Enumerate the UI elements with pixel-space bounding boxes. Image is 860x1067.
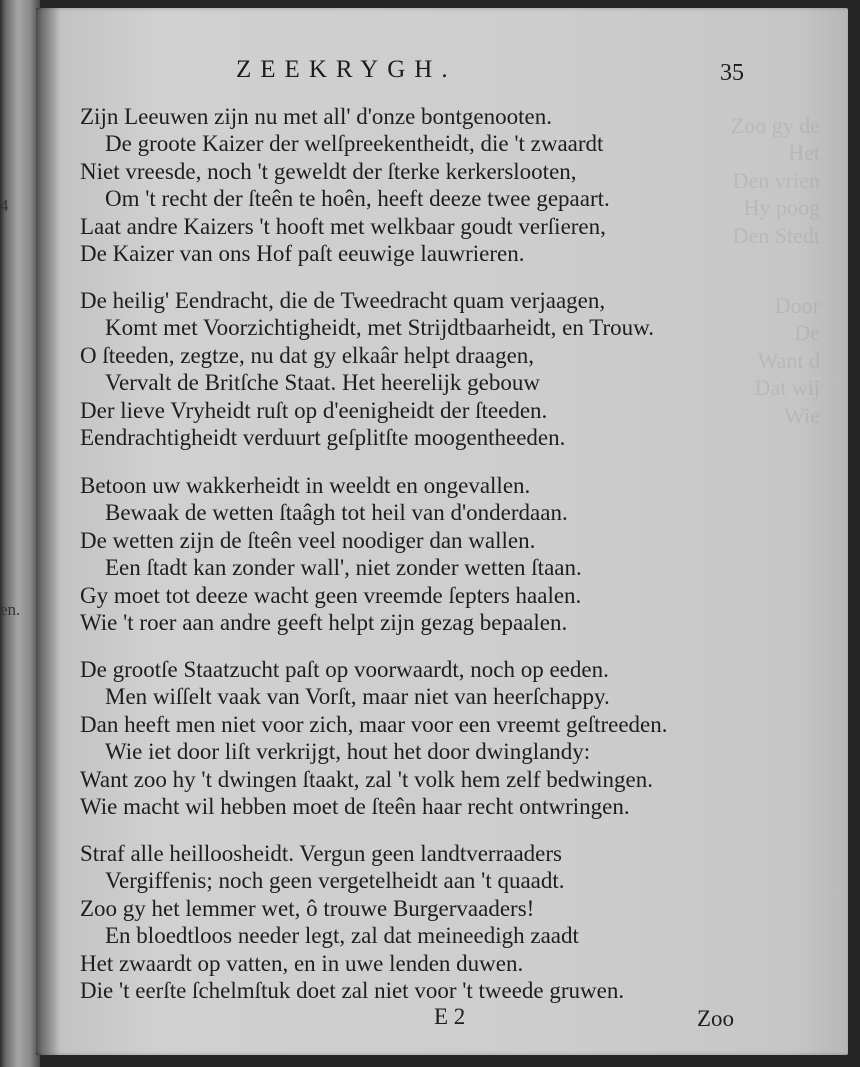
verse-line: De grootſe Staatzucht paſt op voorwaardt, noch op eeden. (80, 657, 609, 682)
verse-line: Vergiffenis; noch geen vergetelheidt aan 't quaadt. (105, 868, 565, 894)
stanza (80, 472, 760, 636)
verse-line: Men wiſſelt vaak van Vorſt, maar niet van heerſchappy. (105, 684, 610, 710)
verse-line: Der lieve Vryheidt ruſt op d'eenigheidt der ſteeden. (80, 397, 548, 423)
page-number: 35 (720, 60, 744, 86)
verse-line: De heilig' Eendracht, die de Tweedracht quam verjaagen, (80, 288, 606, 313)
verse-line: De wetten zijn de ſteên veel noodiger dan wallen. (80, 527, 536, 553)
verse-line: Zoo gy het lemmer wet, ô trouwe Burgervaaders! (80, 895, 535, 921)
show-through: Door De Want d Dat wij Wie (754, 293, 820, 428)
verse-line: Want zoo hy 't dwingen ſtaakt, zal 't volk hem zelf bedwingen. (80, 766, 653, 792)
verse-line: De Kaizer van ons Hof paſt eeuwige lauwrieren. (80, 241, 525, 267)
verse-line: Zijn Leeuwen zijn nu met all' d'onze bontgenooten. (80, 104, 552, 129)
verse-line: Eendrachtigheidt verduurt geſplitſte moogentheeden. (80, 425, 566, 451)
verse-line: Bewaak de wetten ſtaâgh tot heil van d'onderdaan. (105, 500, 568, 526)
verse-line: Wie macht wil hebben moet de ſteên haar recht ontwringen. (80, 794, 630, 820)
verse-line: Het zwaardt op vatten, en in uwe lenden duwen. (80, 950, 524, 976)
verse-line: Betoon uw wakkerheidt in weeldt en ongevallen. (80, 473, 531, 498)
verse-line: Dan heeft men niet voor zich, maar voor een vreemt geſtreeden. (80, 711, 668, 737)
signature-mark: E 2 (434, 1004, 466, 1029)
verse-line: Wie iet door liſt verkrijgt, hout het door dwinglandy: (105, 739, 591, 765)
verse-line: Laat andre Kaizers 't hooft met welkbaar goudt verſieren, (80, 213, 606, 239)
verse-line: Straf alle heilloosheidt. Vergun geen landtverraaders (80, 841, 562, 866)
running-head: ZEEKRYGH. (236, 56, 457, 83)
left-page-fragment: 4 (0, 196, 9, 215)
verse-line: O ſteeden, zegtze, nu dat gy elkaâr helpt draagen, (80, 342, 535, 368)
verse-line: En bloedtloos needer legt, zal dat meineedigh zaadt (105, 923, 579, 949)
verse-line: De groote Kaizer der welſpreekentheidt, die 't zwaardt (105, 131, 604, 157)
stanza (80, 103, 760, 267)
verse-line: Niet vreesde, noch 't geweldt der ſterke kerkerslooten, (80, 158, 577, 184)
stanza (80, 656, 760, 820)
verse-line: Een ſtadt kan zonder wall', niet zonder wetten ſtaan. (105, 555, 582, 581)
verse-line: Wie 't roer aan andre geeft helpt zijn gezag bepaalen. (80, 610, 568, 636)
show-through: Zoo gy de Het Den vrien Hy poog Den Stedt (730, 113, 820, 248)
stanza (80, 287, 760, 451)
left-page-edge (0, 0, 40, 1067)
verse-line: Komt met Voorzichtigheidt, met Strijdtbaarheidt, en Trouw. (105, 315, 654, 341)
catchword: Zoo (697, 1006, 735, 1031)
verse-line: Om 't recht der ſteên te hoên, heeft deeze twee gepaart. (105, 186, 610, 212)
stanza (80, 840, 760, 1004)
left-page-fragment: en. (0, 600, 21, 619)
verse-line: Gy moet tot deeze wacht geen vreemde ſepters haalen. (80, 582, 582, 608)
gutter-shadow (36, 8, 60, 1055)
verse-line: Vervalt de Britſche Staat. Het heerelijk gebouw (105, 370, 540, 396)
verse-line: Die 't eerſte ſchelmſtuk doet zal niet voor 't tweede gruwen. (80, 978, 625, 1004)
